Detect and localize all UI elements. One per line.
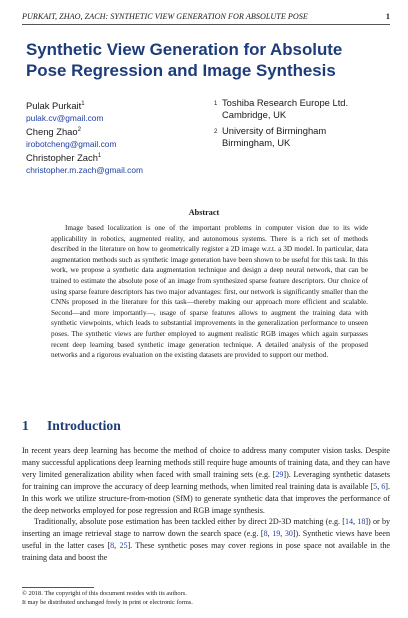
section-title: Introduction bbox=[47, 418, 121, 433]
citation-link[interactable]: 14 bbox=[344, 517, 353, 527]
paper-title: Synthetic View Generation for Absolute Pose Regression and Image Synthesis bbox=[26, 40, 343, 80]
section-body bbox=[22, 445, 390, 564]
author-email[interactable]: pulak.cv@gmail.com bbox=[26, 113, 104, 123]
affiliation-location: Birmingham, UK bbox=[222, 137, 291, 148]
footnote-line: It may be distributed unchanged freely in print or electronic forms. bbox=[22, 598, 193, 606]
affiliation-mark: 2 bbox=[214, 129, 218, 135]
citation-link[interactable]: 6 bbox=[381, 481, 386, 491]
author-affiliation-mark: 2 bbox=[77, 127, 81, 133]
author-1 bbox=[26, 98, 216, 124]
citation-link[interactable]: 8 bbox=[110, 541, 115, 551]
abstract bbox=[51, 223, 368, 361]
author-name: Pulak Purkait bbox=[26, 100, 82, 111]
paragraph: Traditionally, absolute pose estimation has been tackled either by direct 2D-3D matching (e.g. [14, 18]) or by inserting an image retrieval stage to narrow down the search space (e.g. [8, 19, 30]). Synthetic views have been useful in the latter cases [8, 25]. These synthetic poses may cover regions in pose space not available in the training data and boost the bbox=[22, 517, 391, 563]
citation-link[interactable]: 25 bbox=[119, 541, 128, 551]
author-affiliation-mark: 1 bbox=[81, 101, 85, 107]
author-email[interactable]: irobotcheng@gmail.com bbox=[26, 139, 117, 149]
copyright-footnote bbox=[22, 590, 390, 607]
affiliation-list bbox=[214, 97, 394, 153]
footnote-line: © 2018. The copyright of this document resides with its authors. bbox=[22, 590, 187, 597]
affiliation-2 bbox=[214, 125, 394, 149]
affiliation-institution: Toshiba Research Europe Ltd. bbox=[222, 97, 349, 108]
affiliation-mark: 1 bbox=[214, 101, 218, 107]
paragraph: In recent years deep learning has become the method of choice to address many computer vision tasks. Despite many successful applications deep learning methods still require huge amounts of training data, and they can have very limited generalization ability when faced with small training sets (e.g. [29]). Leveraging synthetic datasets for training can improve the accuracy of deep learning methods, when limited real training data is available [5, 6]. In this work we utilize structure-from-motion (SfM) to generate synthetic data that improves the performance of the deep networks employed for pose regression and RGB image synthesis. bbox=[22, 446, 390, 515]
section-heading bbox=[22, 418, 121, 434]
abstract-text: Image based localization is one of the important problems in computer vision due to its wide applicability in robotics, augmented reality, and autonomous systems. There is a rich set of methods described in the literature on how to geometrically register a 2D image w.r.t. a 3D model. In particular, data augmentation methods such as synthetic image generation have been shown to be useful for this task. In this work, we propose a synthetic data augmentation technique and design a deep neural network, that can be trained to estimate the absolute pose of an image from synthesized sparse feature descriptors. Our choice of using sparse feature descriptors has two major advantages: first, our network is significantly smaller than the CNNs proposed in the literature for this task—thereby making our approach more efficient and scalable. Second—and more importantly—, usage of sparse features allows to augment the training data with synthetic viewpoints, which leads to substantial improvements in the generalization performance to unseen poses. The synthetic views are further employed to augment realistic RGB images which again surpasses recent deep learning based synthetic image generation technique. A detailed analysis of the proposed networks and a rigorous evaluation on the existing datasets are provided to support our method. bbox=[51, 224, 368, 360]
section-number: 1 bbox=[22, 418, 29, 433]
abstract-heading: Abstract bbox=[188, 208, 220, 217]
citation-link[interactable]: 8 bbox=[263, 529, 268, 539]
citation-link[interactable]: 19 bbox=[272, 529, 281, 539]
header-rule bbox=[22, 24, 390, 25]
author-2 bbox=[26, 124, 216, 150]
citation-link[interactable]: 18 bbox=[357, 517, 366, 527]
running-title: PURKAIT, ZHAO, ZACH: SYNTHETIC VIEW GENERATION FOR ABSOLUTE POSE bbox=[22, 12, 308, 21]
author-list bbox=[26, 98, 216, 176]
affiliation-1 bbox=[214, 97, 394, 121]
author-name: Christopher Zach bbox=[26, 152, 98, 163]
author-affiliation-mark: 1 bbox=[97, 153, 102, 159]
author-name: Cheng Zhao bbox=[26, 126, 78, 137]
author-email[interactable]: christopher.m.zach@gmail.com bbox=[26, 165, 143, 175]
citation-link[interactable]: 29 bbox=[275, 469, 284, 479]
running-head bbox=[22, 12, 390, 24]
page-number: 1 bbox=[385, 12, 390, 21]
citation-link[interactable]: 5 bbox=[373, 481, 378, 491]
affiliation-institution: University of Birmingham bbox=[222, 125, 327, 136]
affiliation-location: Cambridge, UK bbox=[222, 109, 287, 120]
footnote-rule bbox=[22, 587, 94, 588]
author-3 bbox=[26, 150, 216, 176]
citation-link[interactable]: 30 bbox=[284, 529, 293, 539]
